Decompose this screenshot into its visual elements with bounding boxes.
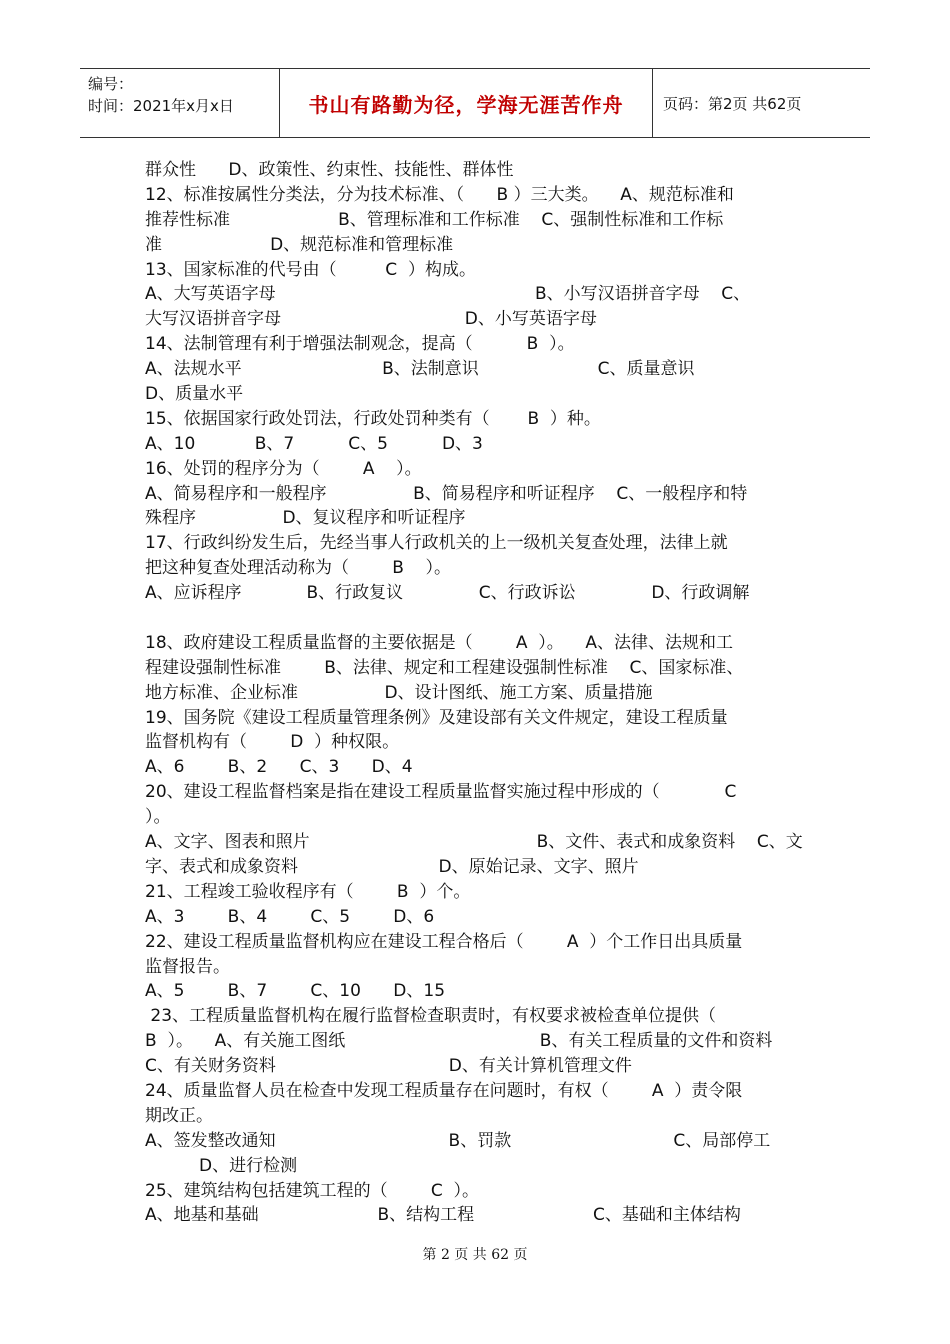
- text-line: 22、建设工程质量监督机构应在建设工程合格后（ A ）个工作日出具质量: [145, 931, 743, 952]
- text-line: 17、行政纠纷发生后，先经当事人行政机关的上一级机关复查处理，法律上就: [145, 533, 728, 554]
- text-line: 15、依据国家行政处罚法，行政处罚种类有（ B ）种。: [145, 408, 601, 429]
- text-line: 23、工程质量监督机构在履行监督检查职责时，有权要求被检查单位提供（: [145, 1006, 717, 1027]
- text-line: 期改正。: [145, 1105, 213, 1126]
- text-line: 殊程序 D、复议程序和听证程序: [145, 508, 466, 529]
- text-line: A、大写英语字母 B、小写汉语拼音字母 C、: [145, 284, 751, 305]
- text-line: 19、国务院《建设工程质量管理条例》及建设部有关文件规定，建设工程质量: [145, 707, 728, 728]
- text-line: 16、处罚的程序分为（ A ）。: [145, 458, 422, 479]
- header-page-info: 页码：第2页 共62页: [663, 94, 802, 113]
- text-line: 18、政府建设工程质量监督的主要依据是（ A ）。 A、法律、法规和工: [145, 632, 734, 653]
- text-line: 字、表式和成象资料 D、原始记录、文字、照片: [145, 856, 639, 877]
- text-line: ）。: [145, 807, 171, 828]
- text-line: 监督报告。: [145, 956, 230, 977]
- text-line: B ）。 A、有关施工图纸 B、有关工程质量的文件和资料: [145, 1031, 773, 1052]
- text-line: A、简易程序和一般程序 B、简易程序和听证程序 C、一般程序和特: [145, 483, 748, 504]
- text-line: 推荐性标准 B、管理标准和工作标准 C、强制性标准和工作标: [145, 209, 724, 230]
- text-line: A、地基和基础 B、结构工程 C、基础和主体结构: [145, 1205, 741, 1226]
- text-line: D、进行检测: [145, 1155, 298, 1176]
- text-line: A、签发整改通知 B、罚款 C、局部停工: [145, 1130, 771, 1151]
- text-line: 监督机构有（ D ）种权限。: [145, 732, 400, 753]
- text-line: A、10 B、7 C、5 D、3: [145, 433, 483, 454]
- text-line: D、质量水平: [145, 384, 244, 405]
- document-time-label: 时间：2021年x月x日: [88, 97, 234, 115]
- text-line: A、6 B、2 C、3 D、4: [145, 757, 413, 778]
- text-line: 14、法制管理有利于增强法制观念，提高（ B ）。: [145, 334, 575, 355]
- text-line: 程建设强制性标准 B、法律、规定和工程建设强制性标准 C、国家标准、: [145, 657, 744, 678]
- document-body: [145, 158, 810, 1228]
- header-motto: 书山有路勤为径，学海无涯苦作舟: [280, 69, 653, 137]
- document-number-label: 编号：: [88, 75, 134, 93]
- text-line: 大写汉语拼音字母 D、小写英语字母: [145, 309, 597, 330]
- text-line: 准 D、规范标准和管理标准: [145, 234, 454, 255]
- header-meta: [80, 69, 280, 137]
- text-line: 20、建设工程监督档案是指在建设工程质量监督实施过程中形成的（ C: [145, 782, 737, 803]
- text-line: 把这种复查处理活动称为（ B ）。: [145, 558, 452, 579]
- page-footer: 第 2 页 共 62 页: [422, 1247, 528, 1263]
- text-line: 24、质量监督人员在检查中发现工程质量存在问题时，有权（ A ）责令限: [145, 1080, 743, 1101]
- text-line: [145, 606, 810, 631]
- text-line: 12、标准按属性分类法，分为技术标准、（ B ）三大类。 A、规范标准和: [145, 184, 734, 205]
- text-line: A、法规水平 B、法制意识 C、质量意识: [145, 359, 695, 380]
- text-line: 25、建筑结构包括建筑工程的（ C ）。: [145, 1180, 480, 1201]
- page-header: [80, 68, 870, 138]
- text-line: A、应诉程序 B、行政复议 C、行政诉讼 D、行政调解: [145, 583, 750, 604]
- text-line: 群众性 D、政策性、约束性、技能性、群体性: [145, 160, 514, 180]
- text-line: 13、国家标准的代号由（ C ）构成。: [145, 259, 476, 280]
- text-line: C、有关财务资料 D、有关计算机管理文件: [145, 1056, 632, 1077]
- text-line: A、3 B、4 C、5 D、6: [145, 906, 435, 927]
- text-line: A、5 B、7 C、10 D、15: [145, 981, 446, 1002]
- text-line: A、文字、图表和照片 B、文件、表式和成象资料 C、文: [145, 832, 803, 853]
- text-line: 21、工程竣工验收程序有（ B ）个。: [145, 881, 471, 902]
- text-line: 地方标准、企业标准 D、设计图纸、施工方案、质量措施: [145, 682, 653, 703]
